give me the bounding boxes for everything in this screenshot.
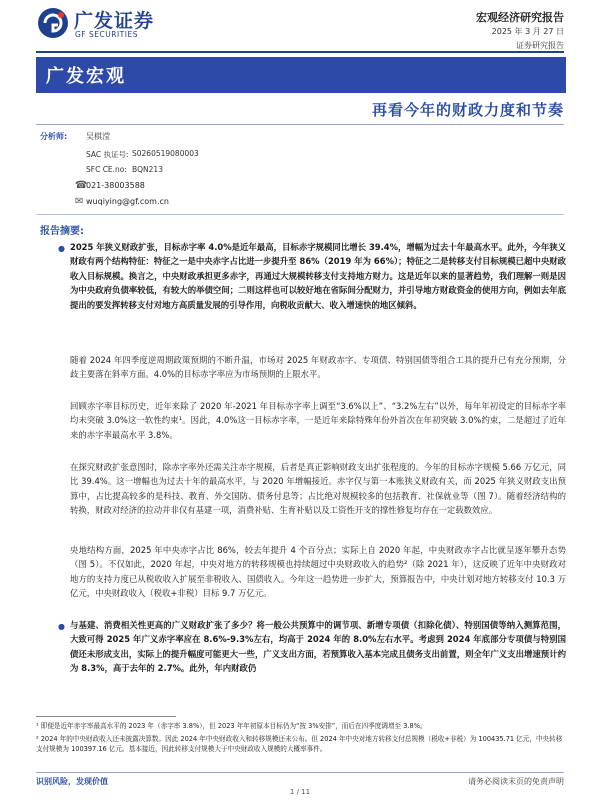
footnote-1: ¹ 即便是近年赤字率最高水平的 2023 年（赤字率 3.8%），但 2023 年年初原本目标仍为“按 3%安排”，而后在四季度调增至 3.8%。 [36,722,427,730]
summary-paragraph-6: 与基建、消费相关性更高的广义财政扩张了多少？将一般公共预算中的调节项、新增专项债（扣除化债）、特别国债等纳入测算范围，大致可得 2025 年广义赤字率应在 8.6%-9.3%左右，均高于 2024 年的 8.0%左右水平。考虑到 2024 年底部分专项债与特别国债还未形成支出，实际上的提升幅度可能更大一些，广义支出方面，若预算收入基本完成且债务支出前置，则全年广义支出增速预计约为 8.3%，高于去年的 2.7%。此外，年内财政仍 [70,620,566,674]
footnote-rule [36,716,176,717]
footer-rule [36,772,564,773]
sac-value: S0260519080003 [132,149,199,158]
report-type: 宏观经济研究报告 [476,11,564,24]
bullet-icon: ● [58,622,65,631]
banner-label: 广发宏观 [46,66,126,87]
footer-disclaimer: 请务必阅读末页的免责声明 [468,777,564,786]
summary-paragraph-2: 随着 2024 年四季度逆周期政策预期的不断升温，市场对 2025 年财政赤字、专项债、特别国债等组合工具的提升已有充分预期，分歧主要落在斜率方面。4.0%的目标赤字率应为市场预期的上限水平。 [70,355,566,380]
summary-paragraph-5: 央地结构方面，2025 年中央赤字占比 86%，较去年提升 4 个百分点；实际上自 2020 年起，中央财政赤字占比就呈逐年攀升态势（图 5）。不仅如此，2020 年起，中央对地方的转移规模也持续超过中央财政收入的趋势²（除 2021 年），这反映了近年中央财政对地方的支持力度已从税收收入扩展至非税收入、国债收入。今年这一趋势进一步扩大，预算报告中，中央计划对地方转移支付 10.3 万亿元，中央财政收入（税收+非税）目标 9.7 万亿元。 [70,545,566,599]
report-date: 2025 年 3 月 27 日 [491,27,564,36]
analyst-label: 分析师: [40,132,68,141]
footnote-2: ² 2024 年的中央财政收入还未披露决算数。因此 2024 年中央财政收入和转移规模还未公布。但 2024 年中央对地方转移支付总规模（税收+非税）为 100435.71 亿元，中央转移支付规模为 100397.16 亿元。基本接近，因此转移支付规模大于中央财政收入规模的大概率事件。 [36,735,563,753]
analyst-email[interactable]: wuqiying@gf.com.cn [86,197,169,206]
report-series: 证券研究报告 [516,41,564,50]
sfc-value: BQN213 [132,165,163,174]
analyst-rule [36,214,564,215]
analyst-name: 吴棋滢 [86,132,110,141]
gf-logo-icon [36,6,70,40]
analyst-phone: 021-38003588 [86,181,145,190]
email-icon: ✉ [75,196,84,207]
phone-icon: ☎ [75,180,88,191]
header-rule [36,51,564,53]
title-rule [36,124,564,125]
sfc-label: SFC CE.no: [86,165,127,174]
gf-securities-logo [36,6,166,40]
bullet-icon: ● [58,244,65,253]
footer-slogan: 识别风险，发现价值 [36,777,108,786]
page-number: 1 / 11 [289,788,311,796]
report-title: 再看今年的财政力度和节奏 [371,101,564,119]
summary-paragraph-1: 2025 年狭义财政扩张，目标赤字率 4.0%是近年最高，目标赤字规模同比增长 39.4%，增幅为过去十年最高水平。此外，今年狭义财政有两个结构特征：特征之一是中央赤字占比进一步提升至 86%（2019 年为 66%）；特征之二是转移支付目标规模已超中央财政收入目标规模。换言之，中央财政承担更多赤字，再通过大规模转移支付支持地方财力。这是近年以来的显著趋势，我们理解一则是因为中央政府负债率较低，有较大的举债空间；二则这样也可以较好地在省际间分配财力，并引导地方财政资金的使用方向，例如去年底提出的要发挥转移支付对地方高质量发展的引导作用，向税收贡献大、收入增速快的地区倾斜。 [70,242,566,310]
summary-paragraph-4: 在探究财政扩张意图时，除赤字率外还需关注赤字规模，后者是真正影响财政支出扩张程度的。今年的目标赤字规模 5.66 万亿元，同比 39.4%。这一增幅也为过去十年的最高水平，与 2020 年增幅接近。赤字仅与第一本账狭义财政有关，而 2025 年狭义财政支出预算中，占比提高较多的是科技、教育、外交国防、债务付息等；占比绝对规模较多的包括教育、社保就业等（图 7）。随着经济结构的转换，财政对经济的拉动并非仅有基建一项，消费补贴、生育补贴以及工资性开支的撑性修复均存在一定载数效应。 [70,462,566,516]
summary-heading: 报告摘要: [40,226,84,237]
sac-label: SAC 执证号: [86,150,129,159]
logo-text-en: GF SECURITIES [75,30,138,39]
logo-text-cn: 广发证券 [74,10,155,32]
summary-paragraph-3: 回顾赤字率目标历史，近年来除了 2020 年-2021 年目标赤字率上调至“3.6%以上”、“3.2%左右”以外，每年年初设定的目标赤字率均未突破 3.0%这一软性约束¹。因此，4.0%这一目标赤字率，一是近年来除特殊年份外首次在年初突破 3.0%约束，二是超过了近年来的赤字率最高水平 3.8%。 [70,401,566,440]
